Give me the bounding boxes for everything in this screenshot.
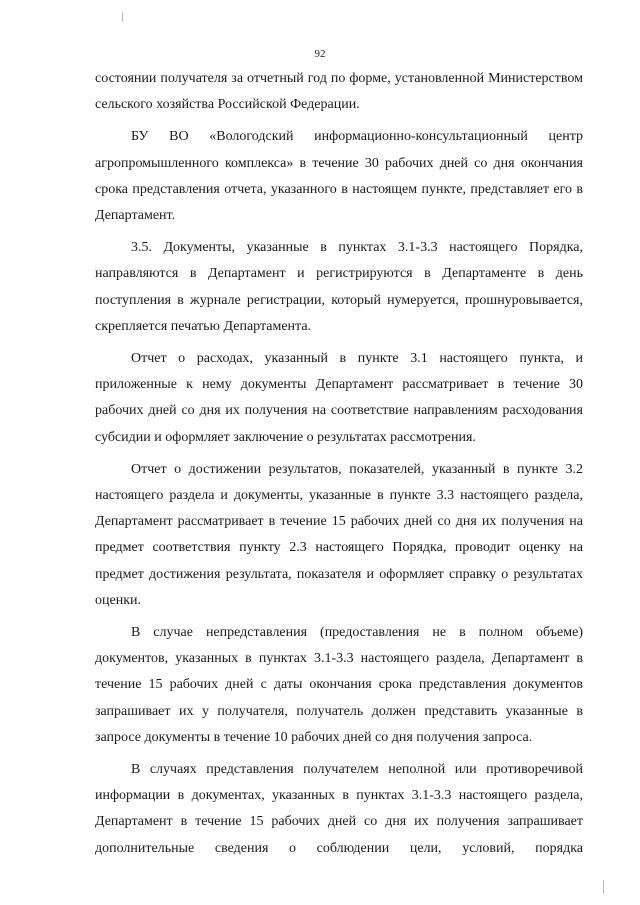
paragraph-continuation: состоянии получателя за отчетный год по форме, установленной Министерством сельского хозяйства Российской Федерации. <box>95 71 583 113</box>
paragraph-bu-vo-center: БУ ВО «Вологодский информационно-консультационный центр агропромышленного комплекса» в течение 30 рабочих дней со дня окончания срока представления отчета, указанного в настоящем пункте, представляет его в Департамент. <box>95 129 583 224</box>
paragraph-incomplete-info: В случаях представления получателем неполной или противоречивой информации в документах, указанных в пунктах 3.1-3.3 настоящего раздела, Департамент в течение 15 рабочих дней со дня их получения запрашивает дополнительные сведения о соблюдении цели, условий, порядка <box>95 762 583 856</box>
paragraph-non-submission: В случае непредставления (предоставления не в полном объеме) документов, указанных в пунктах 3.1-3.3 настоящего раздела, Департамент в течение 15 рабочих дней с даты окончания срока представления документов запрашивает их у получателя, получатель должен представить указанные в запросе документы в течение 10 рабочих дней со дня получения запроса. <box>95 625 583 745</box>
scan-artifact-line <box>603 880 604 894</box>
page-number: 92 <box>314 48 326 60</box>
paragraph-expense-report: Отчет о расходах, указанный в пункте 3.1 настоящего пункта, и приложенные к нему документы Департамент рассматривает в течение 30 рабочих дней со дня их получения на соответствие направлениям расходования субсидии и оформляет заключение о результатах рассмотрения. <box>95 351 583 445</box>
document-body <box>95 66 583 868</box>
paragraph-results-report: Отчет о достижении результатов, показателей, указанный в пункте 3.2 настоящего раздела и документы, указанные в пункте 3.3 настоящего раздела, Департамент рассматривает в течение 15 рабочих дней со дня их получения на предмет соответствия пункту 2.3 настоящего Порядка, проводит оценку на предмет достижения результата, показателя и оформляет справку о результатах оценки. <box>95 461 583 608</box>
paragraph-3-5-documents: 3.5. Документы, указанные в пунктах 3.1-3.3 настоящего Порядка, направляются в Департамент и регистрируются в Департаменте в день поступления в журнале регистрации, который нумеруется, прошнуровывается, скрепляется печатью Департамента. <box>95 240 583 334</box>
scan-artifact-line <box>122 12 123 22</box>
